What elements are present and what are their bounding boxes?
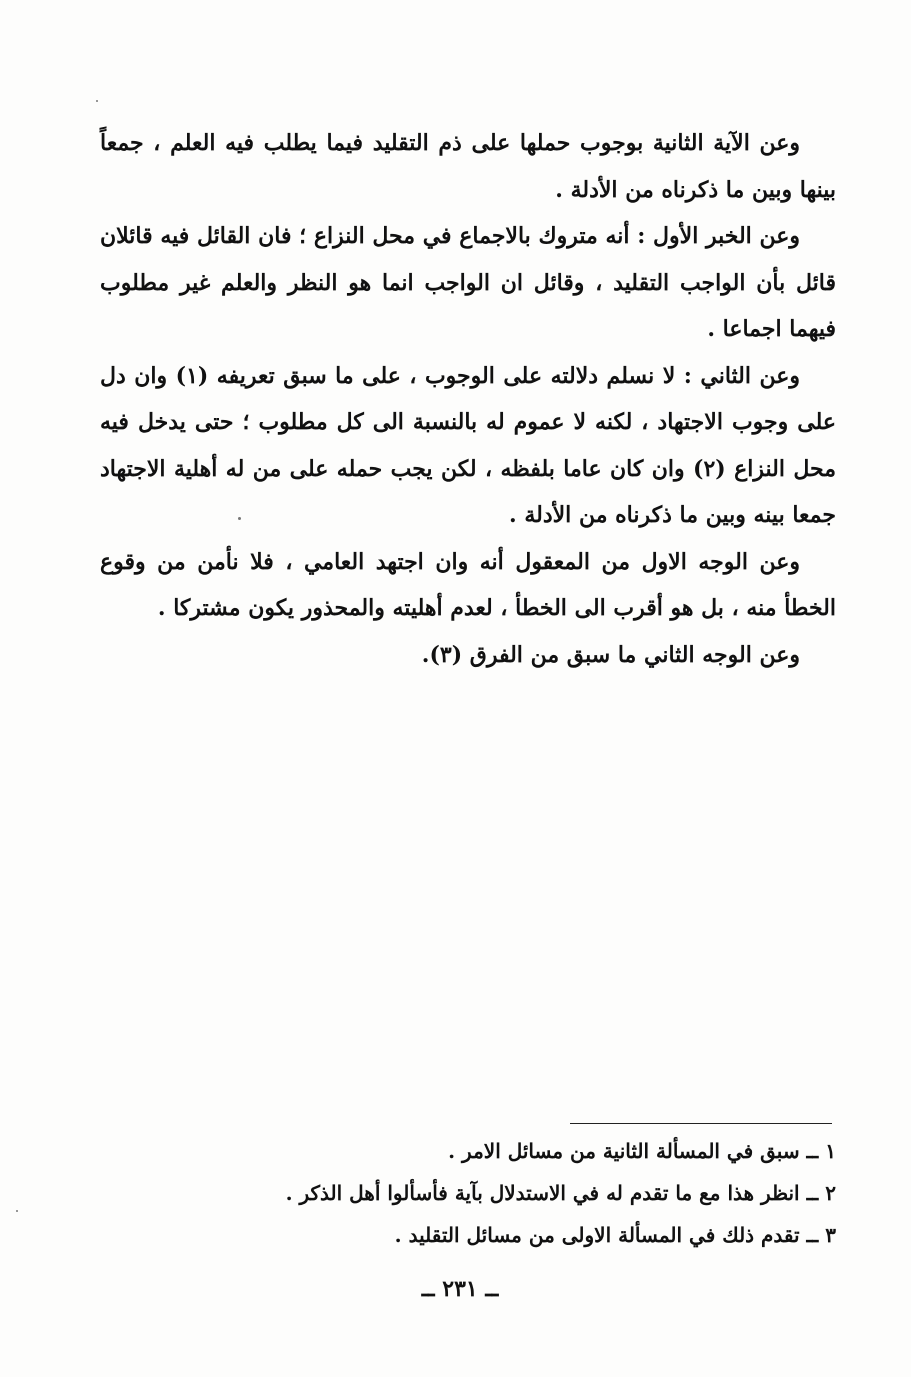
page-number: ــ ٢٣١ ــ <box>421 1276 499 1302</box>
paragraph-2: وعن الخبر الأول : أنه متروك بالاجماع في محل النزاع ؛ فان القائل فيه قائلان قائل بأن الواجب التقليد ، وقائل ان الواجب انما هو النظر والعلم غير مطلوب فيهما اجماعا . <box>100 223 836 342</box>
paragraph-1: وعن الآية الثانية بوجوب حملها على ذم التقليد فيما يطلب فيه العلم ، جمعاً بينها وبين ما ذكرناه من الأدلة . <box>100 130 836 203</box>
footnote-divider <box>570 1123 832 1124</box>
paragraph-3: وعن الثاني : لا نسلم دلالته على الوجوب ، على ما سبق تعريفه (١) وان دل على وجوب الاجتهاد ، لكنه لا عموم له بالنسبة الى كل مطلوب ؛ حتى يدخل فيه محل النزاع (٢) وان كان عاما بلفظه ، لكن يجب حمله على من له أهلية الاجتهاد جمعا بينه وبين ما ذكرناه من الأدلة . <box>100 362 836 528</box>
scan-speck <box>238 517 241 520</box>
scan-speck <box>16 1210 18 1212</box>
paragraph-4: وعن الوجه الاول من المعقول أنه وان اجتهد العامي ، فلا نأمن من وقوع الخطأ منه ، بل هو أقرب الى الخطأ ، لعدم أهليته والمحذور يكون مشتركا . <box>100 548 836 621</box>
scan-speck <box>96 100 98 102</box>
paragraph-5: وعن الوجه الثاني ما سبق من الفرق (٣). <box>421 641 800 668</box>
footnote-2: ٢ ــ انظر هذا مع ما تقدم له في الاستدلال بآية فأسألوا أهل الذكر . <box>285 1181 836 1205</box>
footnotes <box>160 1130 836 1256</box>
footnote-1: ١ ــ سبق في المسألة الثانية من مسائل الامر . <box>448 1139 836 1163</box>
main-text <box>100 120 836 678</box>
footnote-3: ٣ ــ تقدم ذلك في المسألة الاولى من مسائل التقليد . <box>394 1223 836 1247</box>
